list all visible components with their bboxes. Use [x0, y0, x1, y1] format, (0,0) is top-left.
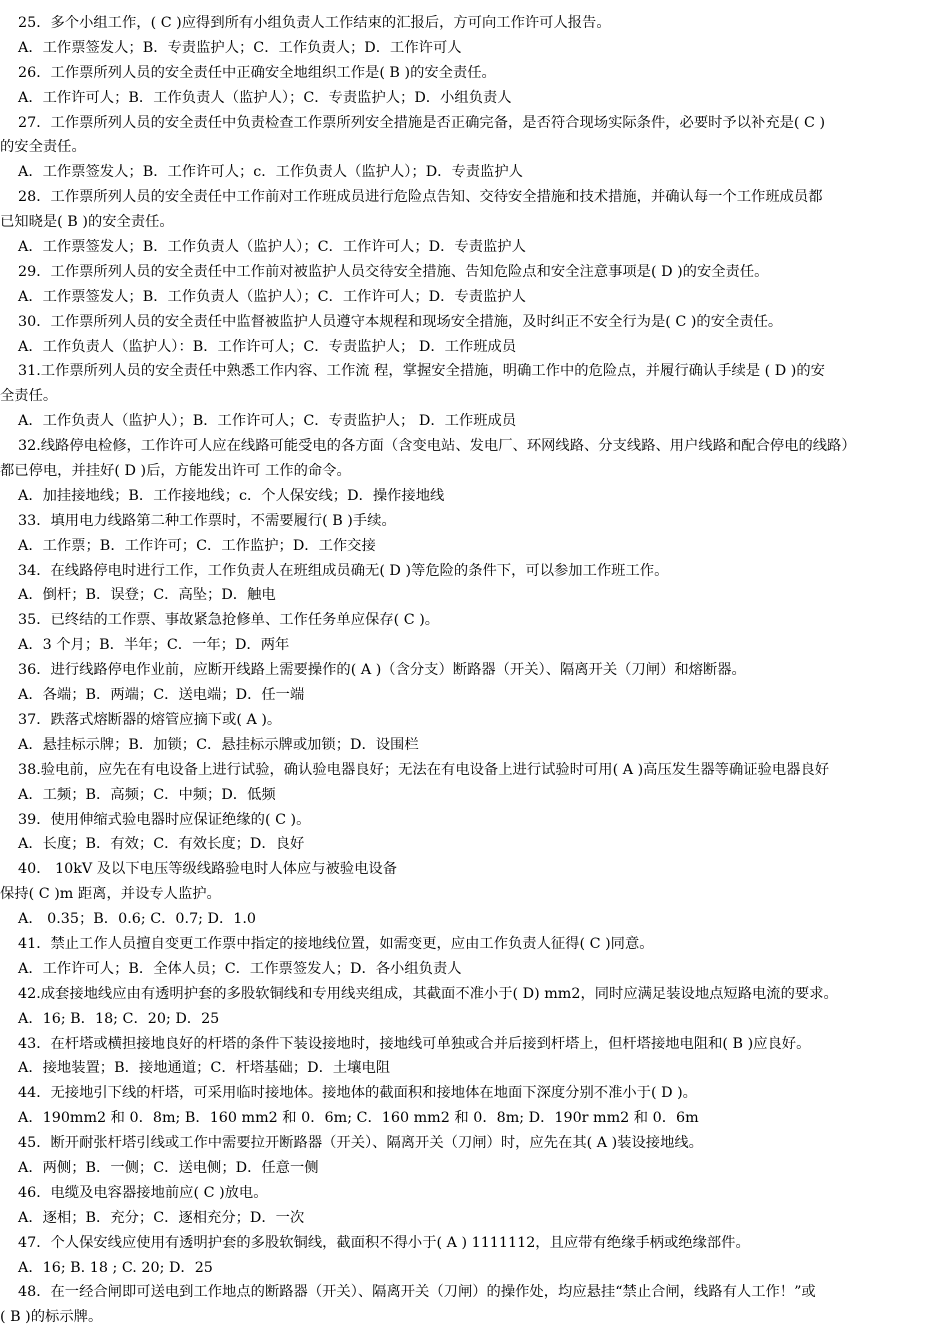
document-line: A．接地装置；B．接地通道；C．杆塔基础；D．土壤电阻 — [18, 1060, 391, 1077]
document-line: 46．电缆及电容器接地前应( C )放电。 — [18, 1184, 268, 1201]
document-line: 已知晓是( B )的安全责任。 — [0, 214, 174, 231]
document-line: A．工作票签发人；B．工作负责人（监护人）；C．工作许可人；D．专责监护人 — [18, 239, 526, 256]
document-line: A．工作票签发人；B．工作负责人（监护人）；C．工作许可人；D．专责监护人 — [18, 288, 526, 305]
document-line: A．工作票；B．工作许可；C．工作监护；D．工作交接 — [18, 537, 376, 554]
document-line: 39．使用伸缩式验电器时应保证绝缘的( C )。 — [18, 811, 311, 828]
document-line: 32.线路停电检修，工作许可人应在线路可能受电的各方面（含变电站、发电厂、环网线路、分支线路、用户线路和配合停电的线路） — [18, 438, 856, 455]
document-line: A．加挂接地线；B．工作接地线；c．个人保安线；D．操作接地线 — [18, 487, 445, 504]
document-line: 25．多个小组工作，( C )应得到所有小组负责人工作结束的汇报后，方可向工作许可人报告。 — [18, 15, 611, 31]
document-line: 40． 10kV 及以下电压等级线路验电时人体应与被验电设备 — [18, 861, 397, 878]
document-line: 36．进行线路停电作业前，应断开线路上需要操作的( A )（含分支）断路器（开关）、隔离开关（刀闸）和熔断器。 — [18, 662, 746, 679]
document-line: 30．工作票所列人员的安全责任中监督被监护人员遵守本规程和现场安全措施，及时纠正不安全行为是( C )的安全责任。 — [18, 313, 783, 330]
document-line: 48．在一经合闸即可送电到工作地点的断路器（开关）、隔离开关（刀闸）的操作处，均应悬挂“禁止合闸，线路有人工作！”或 — [18, 1284, 816, 1301]
document-line: 的安全责任。 — [0, 139, 86, 156]
document-line: 28．工作票所列人员的安全责任中工作前对工作班成员进行危险点告知、交待安全措施和技术措施，并确认每一个工作班成员都 — [18, 189, 823, 206]
document-line: 全责任。 — [0, 388, 58, 405]
document-line: A．悬挂标示牌；B．加锁；C．悬挂标示牌或加锁；D．设围栏 — [18, 736, 419, 753]
document-line: A．16; B. 18 ; C. 20; D．25 — [18, 1259, 213, 1276]
document-line: A．工作负责人（监护人）；B．工作许可人；C．专责监护人； D．工作班成员 — [18, 413, 517, 430]
document-line: 47．个人保安线应使用有透明护套的多股软铜线，截面积不得小于( A ) 1111112，且应带有绝缘手柄或绝缘部件。 — [18, 1234, 750, 1251]
document-line: A．工作票签发人；B．工作许可人；c．工作负责人（监护人）；D．专责监护人 — [18, 164, 523, 181]
document-line: 27．工作票所列人员的安全责任中负责检查工作票所列安全措施是否正确完备，是否符合现场实际条件，必要时予以补充是( C ) — [18, 114, 826, 131]
document-line: 41．禁止工作人员擅自变更工作票中指定的接地线位置，如需变更，应由工作负责人征得( C )同意。 — [18, 935, 654, 952]
document-line: ( B )的标示牌。 — [0, 1309, 103, 1326]
document-line: A．190mm2 和 0．8m; B．160 mm2 和 0．6m; C．160 mm2 和 0．8m; D．190r mm2 和 0．6m — [18, 1110, 699, 1127]
document-line: 29．工作票所列人员的安全责任中工作前对被监护人员交待安全措施、告知危险点和安全注意事项是( D )的安全责任。 — [18, 263, 769, 280]
document-line: 37．跌落式熔断器的熔管应摘下或( A )。 — [18, 711, 282, 728]
document-line: 33．填用电力线路第二种工作票时，不需要履行( B )手续。 — [18, 512, 396, 529]
document-line: 都已停电，并挂好( D )后，方能发出许可 工作的命令。 — [0, 463, 351, 480]
document-line: A．长度；B．有效；C．有效长度；D．良好 — [18, 836, 305, 853]
document-page — [0, 11, 950, 1330]
document-line: A．工作负责人（监护人）：B．工作许可人；C．专责监护人； D．工作班成员 — [18, 338, 517, 355]
document-line: 43．在杆塔或横担接地良好的杆塔的条件下装设接地时，接地线可单独或合并后接到杆塔上，但杆塔接地电阻和( B )应良好。 — [18, 1035, 811, 1052]
document-line: A．倒杆；B．误登；C．高坠；D．触电 — [18, 587, 276, 604]
document-line: A．工作许可人；B．工作负责人（监护人）；C．专责监护人；D．小组负责人 — [18, 89, 512, 106]
document-line: A．工作许可人；B．全体人员；C．工作票签发人；D．各小组负责人 — [18, 960, 462, 977]
document-line: A．两侧；B．一侧；C．送电侧；D．任意一侧 — [18, 1159, 319, 1176]
document-line: 42.成套接地线应由有透明护套的多股软铜线和专用线夹组成，其截面不准小于( D) mm2，同时应满足装设地点短路电流的要求。 — [18, 985, 838, 1002]
document-line: 26．工作票所列人员的安全责任中正确安全地组织工作是( B )的安全责任。 — [18, 64, 496, 81]
document-line: 44．无接地引下线的杆塔，可采用临时接地体。接地体的截面积和接地体在地面下深度分别不准小于( D )。 — [18, 1085, 697, 1102]
document-line: 45．断开耐张杆塔引线或工作中需要拉开断路器（开关）、隔离开关（刀闸）时，应先在其( A )装设接地线。 — [18, 1135, 703, 1152]
document-line: 31.工作票所列人员的安全责任中熟悉工作内容、工作流 程，掌握安全措施，明确工作中的危险点，并履行确认手续是 ( D )的安 — [18, 363, 825, 380]
document-line: 保持( C )m 距离，并设专人监护。 — [0, 886, 221, 903]
document-line: A．各端；B．两端；C．送电端；D．任一端 — [18, 687, 305, 704]
document-line: A．工频；B．高频；C．中频；D．低频 — [18, 786, 276, 803]
document-line: A．16; B．18; C．20; D．25 — [18, 1010, 220, 1027]
document-line: A．工作票签发人；B．专责监护人；C．工作负责人；D．工作许可人 — [18, 39, 462, 56]
document-line: 38.验电前，应先在有电设备上进行试验，确认验电器良好；无法在有电设备上进行试验时可用( A )高压发生器等确证验电器良好 — [18, 761, 830, 778]
document-line: A．逐相；B．充分；C．逐相充分；D．一次 — [18, 1209, 305, 1226]
document-line: 34．在线路停电时进行工作，工作负责人在班组成员确无( D )等危险的条件下，可以参加工作班工作。 — [18, 562, 669, 579]
document-line: 35．已终结的工作票、事故紧急抢修单、工作任务单应保存( C )。 — [18, 612, 440, 629]
document-line: A． 0.35；B．0.6; C．0.7; D．1.0 — [18, 911, 257, 928]
document-line: A．3 个月；B．半年；C．一年；D．两年 — [18, 637, 290, 654]
